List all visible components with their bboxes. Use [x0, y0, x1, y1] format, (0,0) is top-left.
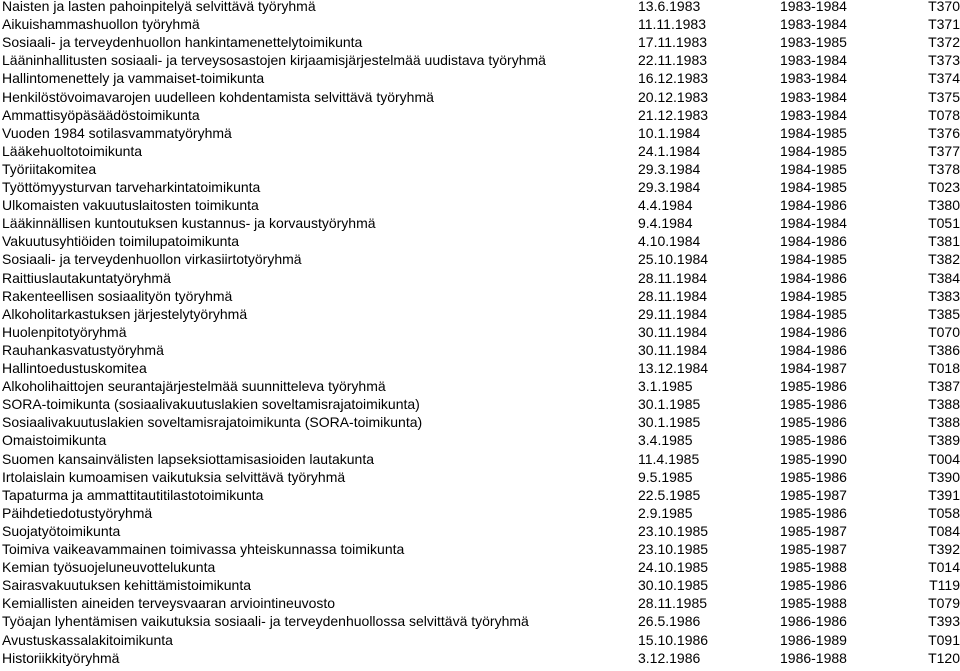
archive-code: T376: [928, 124, 960, 141]
start-date: 4.10.1984: [638, 233, 701, 250]
committee-name: Lääkehuoltotoimikunta: [2, 142, 143, 159]
committee-name: SORA-toimikunta (sosiaalivakuutuslakien soveltamisrajatoimikunta): [2, 396, 420, 413]
archive-code: T393: [928, 613, 960, 630]
archive-code: T120: [928, 649, 960, 666]
committee-name: Toimiva vaikeavammainen toimivassa yhteiskunnassa toimikunta: [2, 541, 405, 557]
archive-code: T392: [928, 541, 960, 557]
active-period: 1985-1987: [780, 486, 847, 503]
start-date: 21.12.1983: [638, 106, 709, 123]
start-date: 16.12.1983: [638, 70, 709, 87]
archive-code: T381: [928, 233, 960, 250]
committee-name: Aikuishammashuollon työryhmä: [2, 16, 200, 33]
active-period: 1985-1987: [780, 541, 847, 557]
start-date: 30.10.1985: [638, 577, 709, 594]
start-date: 28.11.1985: [638, 595, 708, 612]
archive-code: T084: [928, 522, 960, 539]
committee-name: Sairasvakuutuksen kehittämistoimikunta: [2, 577, 252, 594]
archive-code: T373: [928, 52, 960, 69]
archive-code: T070: [928, 323, 960, 340]
archive-code: T375: [928, 88, 960, 105]
active-period: 1984-1985: [780, 179, 847, 195]
active-period: 1985-1987: [780, 522, 847, 539]
committee-name: Avustuskassalakitoimikunta: [2, 631, 173, 648]
start-date: 3.4.1985: [638, 432, 693, 449]
start-date: 29.11.1984: [638, 305, 708, 322]
archive-code: T389: [928, 432, 960, 449]
archive-code: T372: [928, 34, 960, 51]
committee-name: Työajan lyhentämisen vaikutuksia sosiaali- ja terveydenhuollossa selvittävä työryhmä: [2, 613, 529, 630]
active-period: 1985-1986: [780, 414, 847, 431]
start-date: 28.11.1984: [638, 269, 708, 286]
active-period: 1985-1988: [780, 559, 847, 576]
start-date: 20.12.1983: [638, 88, 709, 105]
start-date: 9.4.1984: [638, 215, 693, 232]
committee-name: Lääninhallitusten sosiaali- ja terveysosastojen kirjaamisjärjestelmää uudistava työryhmä: [2, 52, 546, 69]
archive-code: T091: [928, 631, 960, 648]
archive-code: T023: [928, 179, 960, 195]
committee-name: Rakenteellisen sosiaalityön työryhmä: [2, 287, 233, 304]
start-date: 30.1.1985: [638, 396, 701, 413]
committee-name: Historiikkityöryhmä: [2, 649, 120, 666]
committee-name: Työriitakomitea: [2, 160, 97, 177]
active-period: 1985-1988: [780, 595, 847, 612]
archive-code: T391: [928, 486, 960, 503]
active-period: 1983-1985: [780, 34, 847, 51]
active-period: 1985-1986: [780, 504, 847, 521]
start-date: 24.1.1984: [638, 142, 701, 159]
archive-code: T388: [928, 396, 960, 413]
active-period: 1984-1986: [780, 233, 847, 250]
archive-code: T386: [928, 341, 960, 358]
archive-code: T374: [928, 70, 960, 87]
active-period: 1983-1984: [780, 52, 847, 69]
start-date: 24.10.1985: [638, 559, 709, 576]
start-date: 11.11.1983: [638, 16, 706, 33]
active-period: 1984-1985: [780, 142, 847, 159]
active-period: 1984-1985: [780, 287, 847, 304]
committee-name: Sosiaali- ja terveydenhuollon hankintamenettelytoimikunta: [2, 34, 363, 51]
archive-code: T018: [928, 360, 960, 376]
active-period: 1985-1990: [780, 450, 847, 467]
start-date: 30.11.1984: [638, 341, 708, 358]
archive-code: T014: [928, 559, 960, 576]
archive-code: T378: [928, 160, 960, 177]
active-period: 1985-1986: [780, 378, 847, 395]
start-date: 11.4.1985: [638, 450, 700, 467]
start-date: 30.1.1985: [638, 414, 701, 431]
committee-name: Kemian työsuojeluneuvottelukunta: [2, 559, 216, 576]
committee-name: Alkoholitarkastuksen järjestelytyöryhmä: [2, 305, 248, 322]
active-period: 1986-1986: [780, 613, 847, 630]
committee-name: Työttömyysturvan tarveharkintatoimikunta: [2, 179, 261, 195]
active-period: 1983-1984: [780, 88, 847, 105]
archive-code: T370: [928, 0, 960, 14]
archive-code: T385: [928, 305, 960, 322]
start-date: 29.3.1984: [638, 179, 701, 195]
start-date: 30.11.1984: [638, 323, 708, 340]
active-period: 1983-1984: [780, 0, 847, 14]
start-date: 3.12.1986: [638, 649, 701, 666]
archive-code: T383: [928, 287, 960, 304]
active-period: 1986-1988: [780, 649, 847, 666]
start-date: 25.10.1984: [638, 251, 709, 268]
committee-name: Suojatyötoimikunta: [2, 522, 121, 539]
committee-name: Vakuutusyhtiöiden toimilupatoimikunta: [2, 233, 240, 250]
active-period: 1984-1986: [780, 341, 847, 358]
archive-code: T058: [928, 504, 960, 521]
archive-code: T384: [928, 269, 960, 286]
start-date: 17.11.1983: [638, 34, 708, 51]
active-period: 1984-1984: [780, 215, 847, 232]
active-period: 1984-1986: [780, 323, 847, 340]
committee-name: Ammattisyöpäsäädöstoimikunta: [2, 106, 200, 123]
archive-code: T079: [928, 595, 960, 612]
active-period: 1985-1986: [780, 468, 847, 485]
archive-code: T119: [929, 577, 960, 594]
committee-name: Ulkomaisten vakuutuslaitosten toimikunta: [2, 197, 259, 214]
committee-name: Hallintomenettely ja vammaiset-toimikunta: [2, 70, 265, 87]
active-period: 1985-1986: [780, 432, 847, 449]
active-period: 1983-1984: [780, 106, 847, 123]
archive-code: T377: [928, 142, 960, 159]
active-period: 1986-1989: [780, 631, 847, 648]
start-date: 3.1.1985: [638, 378, 693, 395]
archive-code: T388: [928, 414, 960, 431]
committee-name: Huolenpitotyöryhmä: [2, 323, 127, 340]
archive-code: T387: [928, 378, 960, 395]
start-date: 29.3.1984: [638, 160, 701, 177]
start-date: 13.12.1984: [638, 360, 709, 376]
active-period: 1983-1984: [780, 70, 847, 87]
archive-code: T004: [928, 450, 960, 467]
committee-name: Rauhankasvatustyöryhmä: [2, 341, 164, 358]
active-period: 1984-1986: [780, 269, 847, 286]
committee-name: Sosiaali- ja terveydenhuollon virkasiirtotyöryhmä: [2, 251, 302, 268]
active-period: 1985-1986: [780, 577, 847, 594]
start-date: 9.5.1985: [638, 468, 693, 485]
start-date: 22.11.1983: [638, 52, 708, 69]
start-date: 10.1.1984: [638, 124, 701, 141]
committee-name: Lääkinnällisen kuntoutuksen kustannus- ja korvaustyöryhmä: [2, 215, 376, 232]
committee-name: Suomen kansainvälisten lapseksiottamisasioiden lautakunta: [2, 450, 374, 467]
start-date: 22.5.1985: [638, 486, 701, 503]
archive-code: T382: [928, 251, 960, 268]
committee-name: Sosiaalivakuutuslakien soveltamisrajatoimikunta (SORA-toimikunta): [2, 414, 423, 431]
committee-name: Omaistoimikunta: [2, 432, 107, 449]
committee-name: Alkoholihaittojen seurantajärjestelmää suunnitteleva työryhmä: [2, 378, 386, 395]
committee-name: Vuoden 1984 sotilasvammatyöryhmä: [2, 124, 232, 141]
active-period: 1983-1984: [780, 16, 847, 33]
start-date: 23.10.1985: [638, 541, 709, 557]
archive-code: T078: [928, 106, 960, 123]
active-period: 1984-1986: [780, 197, 847, 214]
active-period: 1984-1985: [780, 305, 847, 322]
committee-name: Irtolaislain kumoamisen vaikutuksia selvittävä työryhmä: [2, 468, 346, 485]
committee-name: Naisten ja lasten pahoinpitelyä selvittävä työryhmä: [2, 0, 316, 14]
committee-name: Hallintoedustuskomitea: [2, 360, 147, 376]
committee-name: Päihdetiedotustyöryhmä: [2, 504, 153, 521]
start-date: 23.10.1985: [638, 522, 709, 539]
active-period: 1985-1986: [780, 396, 847, 413]
archive-code: T371: [928, 16, 960, 33]
start-date: 2.9.1985: [638, 504, 693, 521]
active-period: 1984-1985: [780, 160, 847, 177]
start-date: 13.6.1983: [638, 0, 701, 14]
active-period: 1984-1985: [780, 251, 847, 268]
start-date: 4.4.1984: [638, 197, 693, 214]
active-period: 1984-1985: [780, 124, 847, 141]
committee-name: Raittiuslautakuntatyöryhmä: [2, 269, 171, 286]
committee-name: Tapaturma ja ammattitautitilastotoimikunta: [2, 486, 264, 503]
archive-code: T380: [928, 197, 960, 214]
start-date: 26.5.1986: [638, 613, 701, 630]
start-date: 28.11.1984: [638, 287, 708, 304]
committee-name: Henkilöstövoimavarojen uudelleen kohdentamista selvittävä työryhmä: [2, 88, 434, 105]
committee-name: Kemiallisten aineiden terveysvaaran arviointineuvosto: [2, 595, 336, 612]
archive-code: T390: [928, 468, 960, 485]
active-period: 1984-1987: [780, 360, 847, 376]
start-date: 15.10.1986: [638, 631, 709, 648]
archive-code: T051: [928, 215, 960, 232]
